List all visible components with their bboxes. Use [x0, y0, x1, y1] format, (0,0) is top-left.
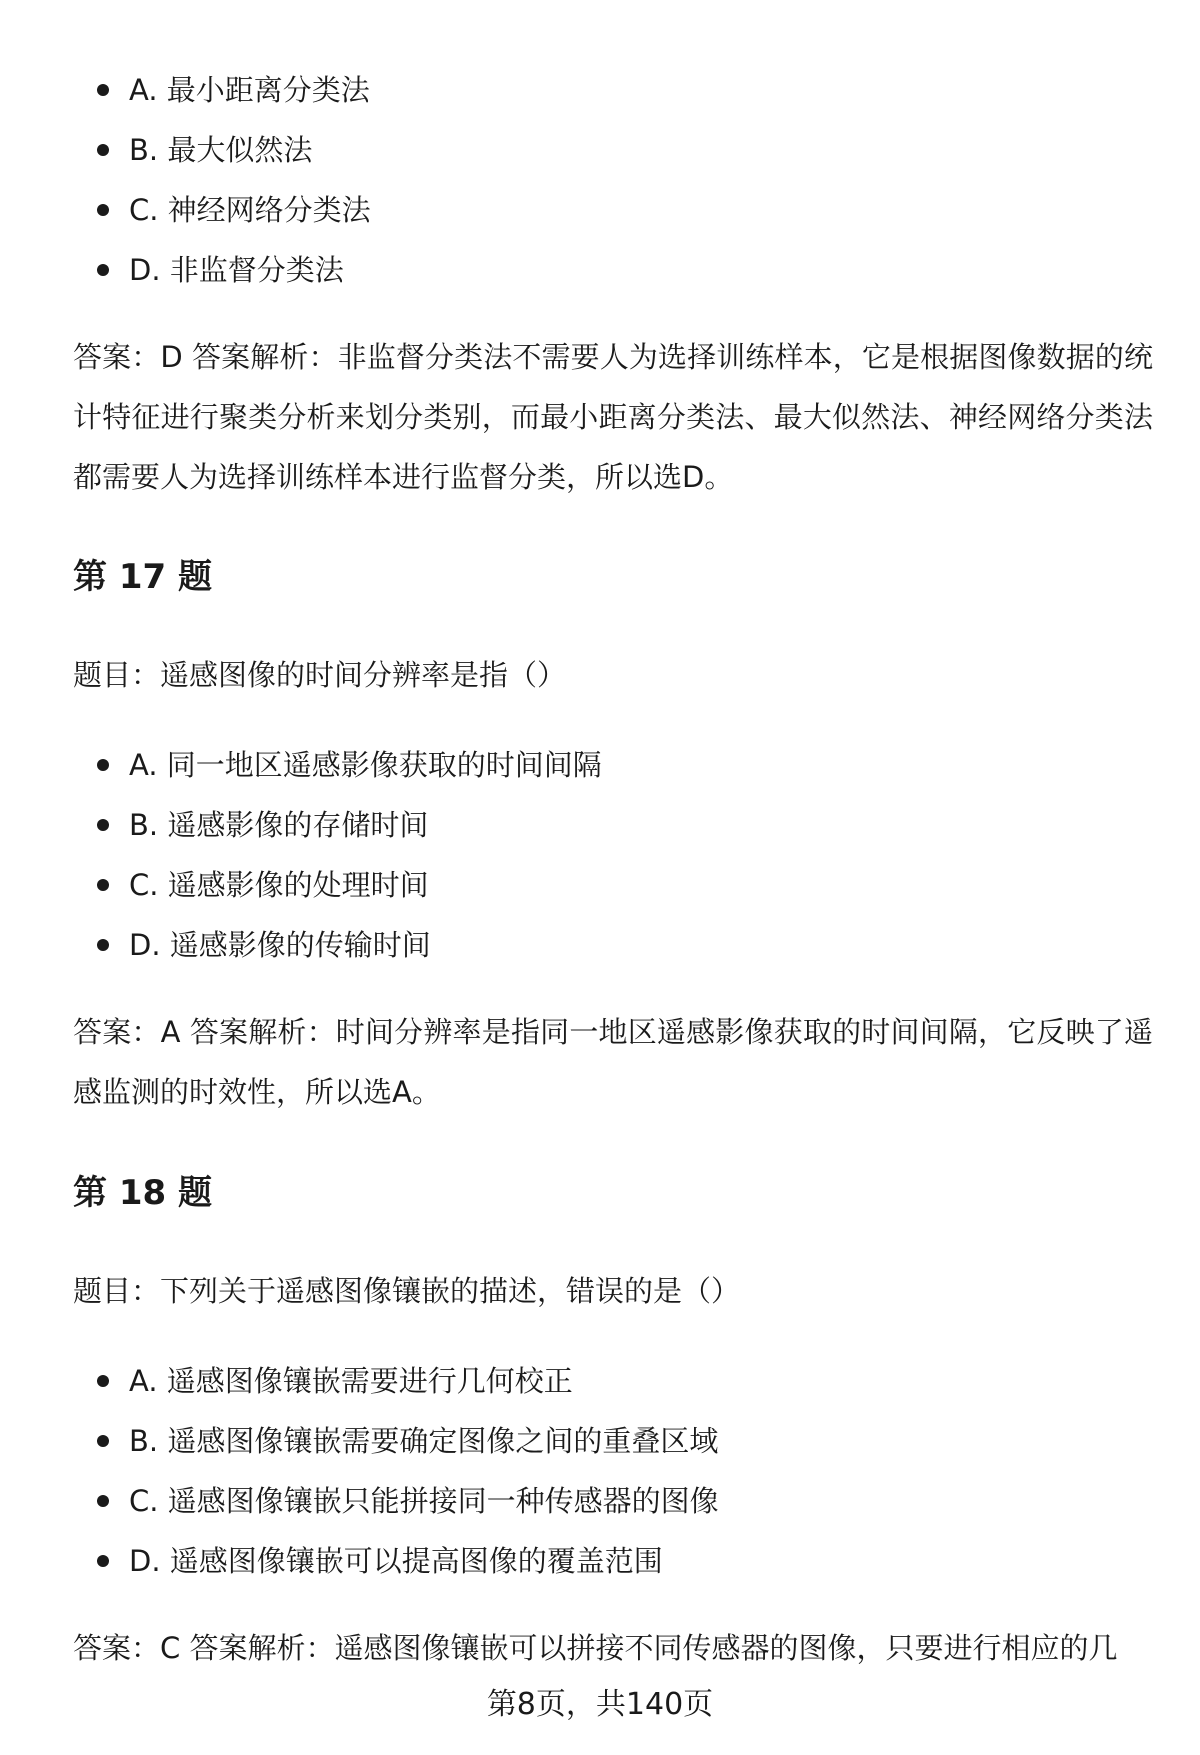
q17-option-b: B. 遥感影像的存储时间: [97, 795, 1147, 855]
q16-options-list: [97, 60, 1147, 300]
q17-option-d: D. 遥感影像的传输时间: [97, 915, 1147, 975]
q17-option-c: C. 遥感影像的处理时间: [97, 855, 1147, 915]
q16-option-d: D. 非监督分类法: [97, 240, 1147, 300]
q18-question: 题目：下列关于遥感图像镶嵌的描述，错误的是（）: [73, 1274, 741, 1308]
q17-options-list: [97, 735, 1147, 975]
q18-option-b: B. 遥感图像镶嵌需要确定图像之间的重叠区域: [97, 1411, 1147, 1471]
q16-option-c: C. 神经网络分类法: [97, 180, 1147, 240]
q16-option-b: B. 最大似然法: [97, 120, 1147, 180]
q18-option-c: C. 遥感图像镶嵌只能拼接同一种传感器的图像: [97, 1471, 1147, 1531]
q17-option-a: A. 同一地区遥感影像获取的时间间隔: [97, 735, 1147, 795]
q17-question: 题目：遥感图像的时间分辨率是指（）: [73, 658, 567, 692]
q17-answer: 答案：A 答案解析：时间分辨率是指同一地区遥感影像获取的时间间隔，它反映了遥感监测的时效性，所以选A。: [73, 1015, 1153, 1109]
q18-option-a: A. 遥感图像镶嵌需要进行几何校正: [97, 1351, 1147, 1411]
page-number-footer: 第8页，共140页: [486, 1687, 714, 1722]
q17-heading: 第 17 题: [73, 557, 212, 597]
q18-option-d: D. 遥感图像镶嵌可以提高图像的覆盖范围: [97, 1531, 1147, 1591]
q18-answer: 答案：C 答案解析：遥感图像镶嵌可以拼接不同传感器的图像，只要进行相应的几: [73, 1631, 1118, 1665]
q18-options-list: [97, 1351, 1147, 1591]
q18-heading: 第 18 题: [73, 1173, 212, 1213]
q16-answer: 答案：D 答案解析：非监督分类法不需要人为选择训练样本，它是根据图像数据的统计特征进行聚类分析来划分类别，而最小距离分类法、最大似然法、神经网络分类法都需要人为选择训练样本进行监督分类，所以选D。: [73, 340, 1153, 494]
q16-option-a: A. 最小距离分类法: [97, 60, 1147, 120]
